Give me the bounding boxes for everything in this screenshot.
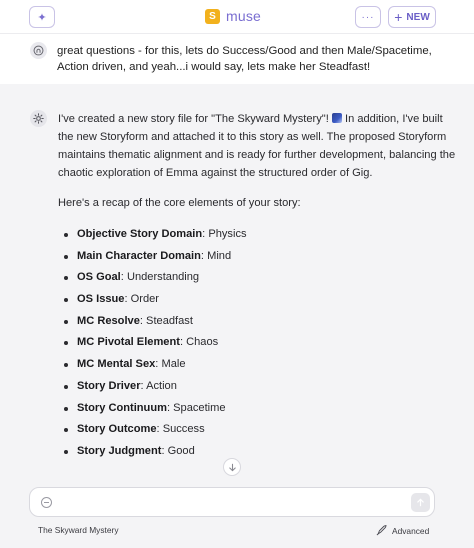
more-options-button[interactable] [355,6,381,28]
assistant-message [0,84,474,548]
element-value: : Steadfast [139,314,193,327]
user-avatar-icon [33,45,44,56]
user-message-text: great questions - for this, lets do Success/Good and then Male/Spacetime, Action driven, and yeah...i would say, lets make her Steadfast! [57,45,432,73]
recap-text: Here's a recap of the core elements of your story: [58,197,301,209]
list-item [58,311,458,333]
arrow-up-icon [416,498,425,507]
list-item [58,332,458,354]
new-button[interactable] [388,6,436,28]
element-label: MC Resolve [77,314,140,327]
element-value: : Chaos [179,336,219,349]
element-label: Main Character Domain [77,249,201,262]
sparkle-button[interactable] [29,6,55,28]
element-value: : Spacetime [166,401,226,414]
sparkle-icon: ✦ [37,11,47,24]
rocket-icon [376,525,387,536]
element-value: : Action [140,379,177,392]
muse-logo: S [205,9,220,24]
story-elements-list [58,224,458,463]
plus-icon: + [394,9,403,25]
user-avatar [30,42,47,59]
list-item [58,246,458,268]
list-item [58,354,458,376]
intro-text: I've created a new story file for "The Skyward Mystery"! [58,113,329,125]
list-item [58,419,458,441]
message-input[interactable] [60,494,400,512]
element-label: OS Goal [77,271,121,284]
element-label: MC Pivotal Element [77,336,180,349]
list-item [58,376,458,398]
advanced-button[interactable] [376,525,429,536]
element-value: : Order [124,293,160,306]
brand-name: muse [226,8,262,24]
ellipsis-icon: ··· [361,11,375,23]
element-label: MC Mental Sex [77,358,156,371]
list-item [58,289,458,311]
new-button-label: NEW [406,11,430,23]
assistant-message-content [58,110,458,463]
intro-text-continued: In addition, I've built the new Storyform and attached it to this story as well. The proposed Storyform maintains thematic alignment and is ready for further development, balancing the chaotic exploration of Emma against the structured order of Gig. [58,113,456,179]
list-item [58,441,458,463]
element-value: : Male [155,358,186,371]
element-label: Story Driver [77,379,141,392]
element-label: Story Judgment [77,444,162,457]
brand [205,8,261,24]
emoji-icon[interactable] [41,497,52,508]
element-label: Objective Story Domain [77,228,203,240]
element-value: : Mind [200,249,232,262]
scroll-to-bottom-button[interactable] [223,458,241,476]
user-message [0,34,474,84]
element-value: : Understanding [120,271,200,284]
list-item [58,224,458,246]
assistant-intro [58,110,458,182]
assistant-avatar [30,110,47,127]
list-item [58,267,458,289]
element-label: Story Outcome [77,423,157,436]
element-value: : Success [156,423,205,436]
list-item [58,398,458,420]
message-composer[interactable] [29,487,435,517]
top-bar [0,0,474,34]
send-button[interactable] [411,493,430,512]
arrow-down-icon [228,463,237,472]
advanced-label: Advanced [392,525,430,536]
element-label: OS Issue [77,293,125,306]
gear-icon [33,113,44,124]
story-title[interactable]: The Skyward Mystery [38,525,119,535]
night-sky-emoji-icon [332,113,342,123]
element-value: : Good [161,444,195,457]
element-label: Story Continuum [77,401,167,414]
element-value: : Physics [202,228,247,240]
